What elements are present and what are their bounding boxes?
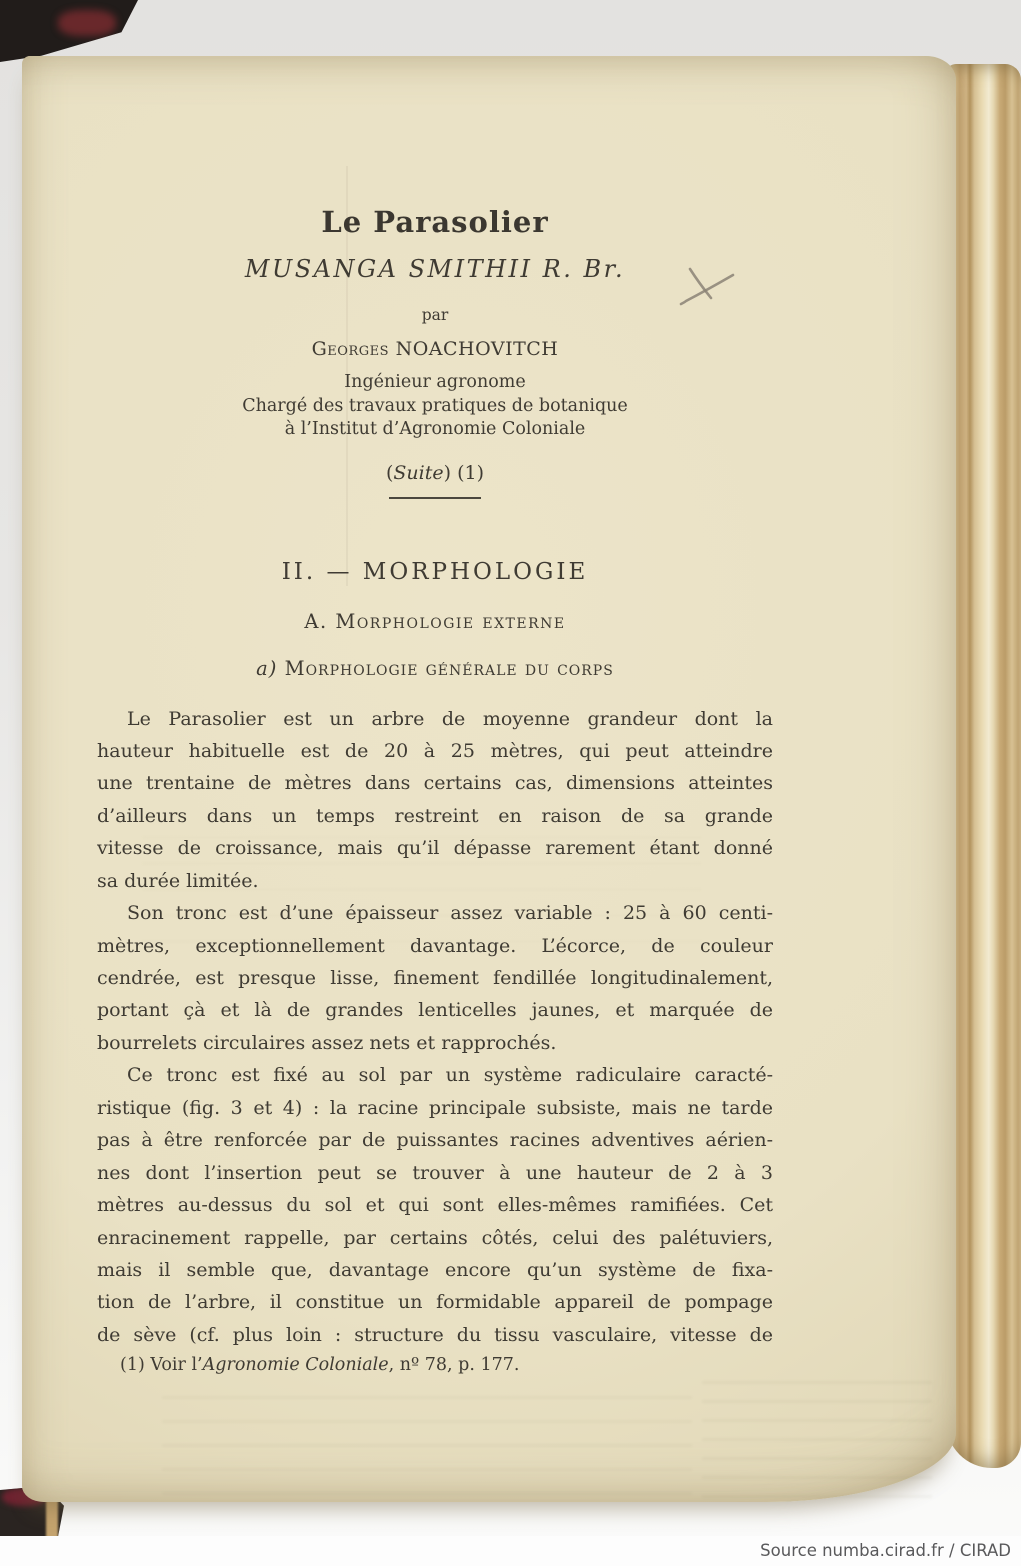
text-line: d’ailleurs dans un temps restreint en raison de sa grande — [97, 804, 773, 827]
text-line: une trentaine de mètres dans certains cas, dimensions atteintes — [97, 772, 773, 795]
affiliation-line: à l’Institut d’Agronomie Coloniale — [284, 419, 586, 439]
source-attribution-bar — [0, 1536, 1021, 1566]
bleed-through-texture — [702, 1381, 932, 1511]
paragraph — [97, 1059, 773, 1351]
pencil-x-mark — [637, 254, 747, 324]
text-line: de sève (cf. plus loin : structure du tissu vasculaire, vitesse de — [97, 1323, 773, 1346]
page-title: Le Parasolier — [321, 205, 549, 239]
text-line: mais il semble que, davantage encore qu’un système de fixa- — [97, 1258, 773, 1281]
footnote-pre: (1) Voir l’ — [120, 1355, 203, 1376]
footnote-post: , nº 78, p. 177. — [388, 1355, 520, 1376]
author-last-name: NOACHOVITCH — [395, 338, 559, 360]
subsubsection-text: Morphologie générale du corps — [284, 656, 614, 680]
footnote — [97, 1355, 773, 1375]
text-line: sa durée limitée. — [97, 869, 259, 892]
author-name — [97, 338, 773, 360]
subsection-heading: A. Morphologie externe — [304, 609, 566, 633]
paragraph — [97, 897, 773, 1059]
text-line: nes dont l’insertion peut se trouver à une hauteur de 2 à 3 — [97, 1161, 773, 1184]
content-column — [97, 196, 773, 1375]
text-line: tion de l’arbre, il constitue un formidable appareil de pompage — [97, 1291, 773, 1314]
book-page-stack-edge — [946, 64, 1021, 1468]
suite-word: Suite — [393, 461, 444, 484]
byline: par — [421, 306, 449, 324]
author-affiliation — [97, 371, 773, 442]
footnote-journal-title: Agronomie Coloniale — [202, 1355, 389, 1376]
text-line: cendrée, est presque lisse, finement fendillée longitudinalement, — [97, 967, 773, 989]
subsubsection-heading — [97, 657, 773, 680]
source-attribution-text: Source numba.cirad.fr / CIRAD — [760, 1541, 1011, 1560]
text-line: ristique (fig. 3 et 4) : la racine principale subsiste, mais ne tarde — [97, 1096, 773, 1119]
affiliation-line: Ingénieur agronome — [344, 372, 526, 392]
book-cover-top-left — [0, 0, 138, 62]
section-divider-rule — [389, 497, 481, 499]
affiliation-line: Chargé des travaux pratiques de botanique — [242, 395, 628, 416]
book-cover-red-accent — [58, 10, 116, 36]
body-text — [97, 703, 773, 1352]
text-line: portant çà et là de grandes lenticelles jaunes, et marquée de — [97, 999, 773, 1022]
subsubsection-prefix: a) — [256, 656, 278, 680]
text-line: bourrelets circulaires assez nets et rapprochés. — [97, 1031, 557, 1054]
suite-ref: ) (1) — [443, 461, 484, 484]
paragraph — [97, 703, 773, 898]
text-line: mètres au-dessus du sol et qui sont elles-mêmes ramifiées. Cet — [97, 1194, 773, 1217]
text-line: Le Parasolier est un arbre de moyenne grandeur dont la — [127, 707, 773, 730]
text-line: hauteur habituelle est de 20 à 25 mètres, qui peut atteindre — [97, 739, 773, 762]
text-line: Son tronc est d’une épaisseur assez variable : 25 à 60 centi- — [127, 902, 773, 925]
text-line: vitesse de croissance, mais qu’il dépasse rarement étant donné — [97, 837, 773, 860]
text-line: enracinement rappelle, par certains côtés, celui des palétuviers, — [97, 1226, 773, 1249]
bleed-through-texture — [162, 1396, 692, 1496]
section-heading: II. — MORPHOLOGIE — [281, 558, 589, 585]
species-name: MUSANGA SMITHII R. Br. — [244, 255, 626, 283]
suite-paren: ( — [385, 461, 394, 484]
continuation-note — [97, 462, 773, 484]
author-first-name: Georges — [311, 338, 390, 360]
text-line: mètres, exceptionnellement davantage. L’écorce, de couleur — [97, 934, 773, 957]
text-line: Ce tronc est fixé au sol par un système radiculaire caracté- — [127, 1064, 773, 1087]
text-line: pas à être renforcée par de puissantes racines adventives aérien- — [97, 1129, 773, 1152]
scanned-page — [22, 56, 956, 1502]
